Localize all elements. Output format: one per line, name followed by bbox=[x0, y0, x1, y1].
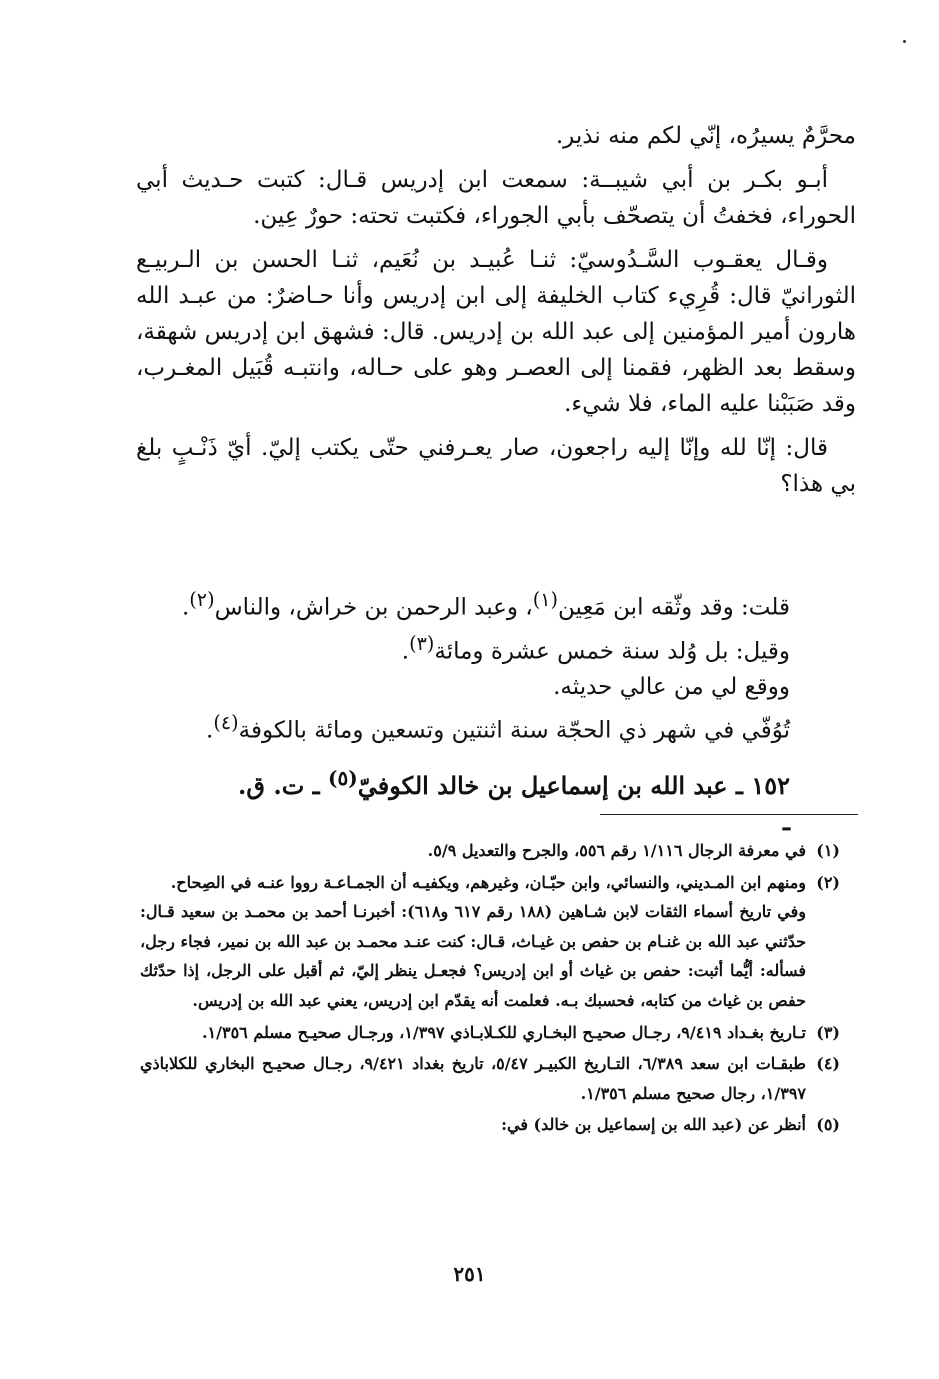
scan-speck bbox=[903, 40, 906, 43]
footnote-ref-3: (٣) bbox=[409, 631, 435, 655]
footnote-text: طبقـات ابن سعد ٦/٣٨٩، التـاريخ الكبيـر ٥/٤٧، تاريخ بغداد ٩/٤٢١، رجـال صحيـح البخاري للكلاباذي ١/٣٩٧، رجال صحيح مسلم ١/٣٥٦. bbox=[140, 1054, 807, 1103]
footnote-number: (٢) bbox=[816, 872, 840, 892]
footnote-text: في معرفة الرجال ١/١١٦ رقم ٥٥٦، والجرح والتعديل ٥/٩. bbox=[427, 841, 806, 860]
page-number: ٢٥١ bbox=[453, 1262, 486, 1286]
footnote-separator bbox=[600, 814, 858, 815]
note-line-1: قلت: وقد وثّقه ابن مَعِين$^{(١)}$، وعبد الرحمن بن خراش، والناس$^{(٢)}$. bbox=[181, 588, 790, 621]
footnote-continuation: وفي تاريخ أسماء الثقات لابن شـاهين (١٨٨ رقم ٦١٧ و٦١٨): أخبرنـا أحمد بن محمـد بن سعيد قـال: حدّثني عبد الله بن غنـام بن حفص بن غيـاث، قـال: كنت عنـد محمـد بن عبد الله بن نمير، فجاء رجل، فسأله: أيُّما أثبت: حفص بن غياث أو ابن إدريس؟ فجعـل ينظر إليّ، ثم أقبل على الرجل، إذا حدّثك حفص بن غياث من كتابه، فحسبك بـه. فعلمت أنه يقدّم ابن إدريس، يعني عبد الله بن إدريس. bbox=[140, 902, 807, 1010]
main-text bbox=[136, 118, 856, 502]
footnote-5 bbox=[140, 1110, 840, 1140]
footnote-1 bbox=[140, 836, 840, 866]
footnote-2 bbox=[140, 868, 840, 1016]
footnote-ref-2: (٢) bbox=[189, 588, 215, 611]
footnotes bbox=[140, 836, 840, 1142]
footnote-text: تـاريخ بغـداد ٩/٤١٩، رجـال صحيـح البخـاري للكـلابـاذي ١/٣٩٧، ورجـال صحيـح مسلم ١/٣٥٦. bbox=[201, 1022, 806, 1042]
paragraph-2: أبـو بكـر بن أبي شيبــة: سمعت ابن إدريس قـال: كتبت حـديث أبي الحوراء، فخفتُ أن يتصحّف بأبي الجوراء، فكتبت تحته: حورٌ عِين. bbox=[136, 167, 856, 229]
biography-notes bbox=[160, 582, 790, 749]
footnote-number: (٣) bbox=[816, 1022, 840, 1042]
paragraph-1: محرَّمٌ يسيرُه، إنّي لكم منه نذير. bbox=[555, 123, 856, 149]
footnote-3 bbox=[140, 1018, 840, 1048]
note-line-4: تُوُفّي في شهر ذي الحجّة سنة اثنتين وتسعين ومائة بالكوفة$^{(٤)}$. bbox=[206, 711, 790, 744]
footnote-ref-1: (١) bbox=[532, 588, 558, 611]
note-line-3: ووقع لي من عالي حديثه. bbox=[553, 674, 790, 701]
entry-heading: ١٥٢ ـ عبد الله بن إسماعيل بن خالد الكوفيّ$^{(٥)}$ ـ ت. ق. ـ bbox=[238, 766, 790, 836]
note-line-2: وقيل: بل وُلد سنة خمس عشرة ومائة$^{(٣)}$. bbox=[401, 631, 790, 665]
footnote-number: (١) bbox=[816, 841, 840, 860]
footnote-text: ومنهم ابن المـديني، والنسائي، وابن حبّـان، وغيرهم، ويكفيـه أن الجمـاعـة رووا عنـه في الصِحاح. bbox=[170, 872, 806, 892]
footnote-4 bbox=[140, 1049, 840, 1108]
paragraph-4: قال: إنّا لله وإنّا إليه راجعون، صار يعـرفني حتّى يكتب إليّ. أيّ ذَنْـبٍ بلغ بي هذا؟ bbox=[136, 435, 856, 497]
footnote-number: (٤) bbox=[816, 1054, 840, 1074]
footnote-ref-5: (٥) bbox=[328, 766, 358, 790]
footnote-text: أنظر عن (عبد الله بن إسماعيل بن خالد) في: bbox=[501, 1115, 806, 1135]
footnote-ref-4: (٤) bbox=[213, 711, 239, 735]
footnote-number: (٥) bbox=[816, 1115, 840, 1135]
paragraph-3: وقـال يعقـوب السَّـدُوسيّ: ثنـا عُبيـد بن نُعَيم، ثنـا الحسن بن الـربيـع الثورانيّ قال: قُرِيء كتاب الخليفة إلى ابن إدريس وأنا حـاضرٌ: من عبـد الله هارون أمير المؤمنين إلى عبد الله بن إدريس. قال: فشهق ابن إدريس شهقة، وسقط بعد الظهر، فقمنا إلى العصـر وهو على حـاله، وانتبـه قُبَيل المغـرب، وقد صَبَبْنا عليه الماء، فلا شيء. bbox=[136, 247, 856, 417]
